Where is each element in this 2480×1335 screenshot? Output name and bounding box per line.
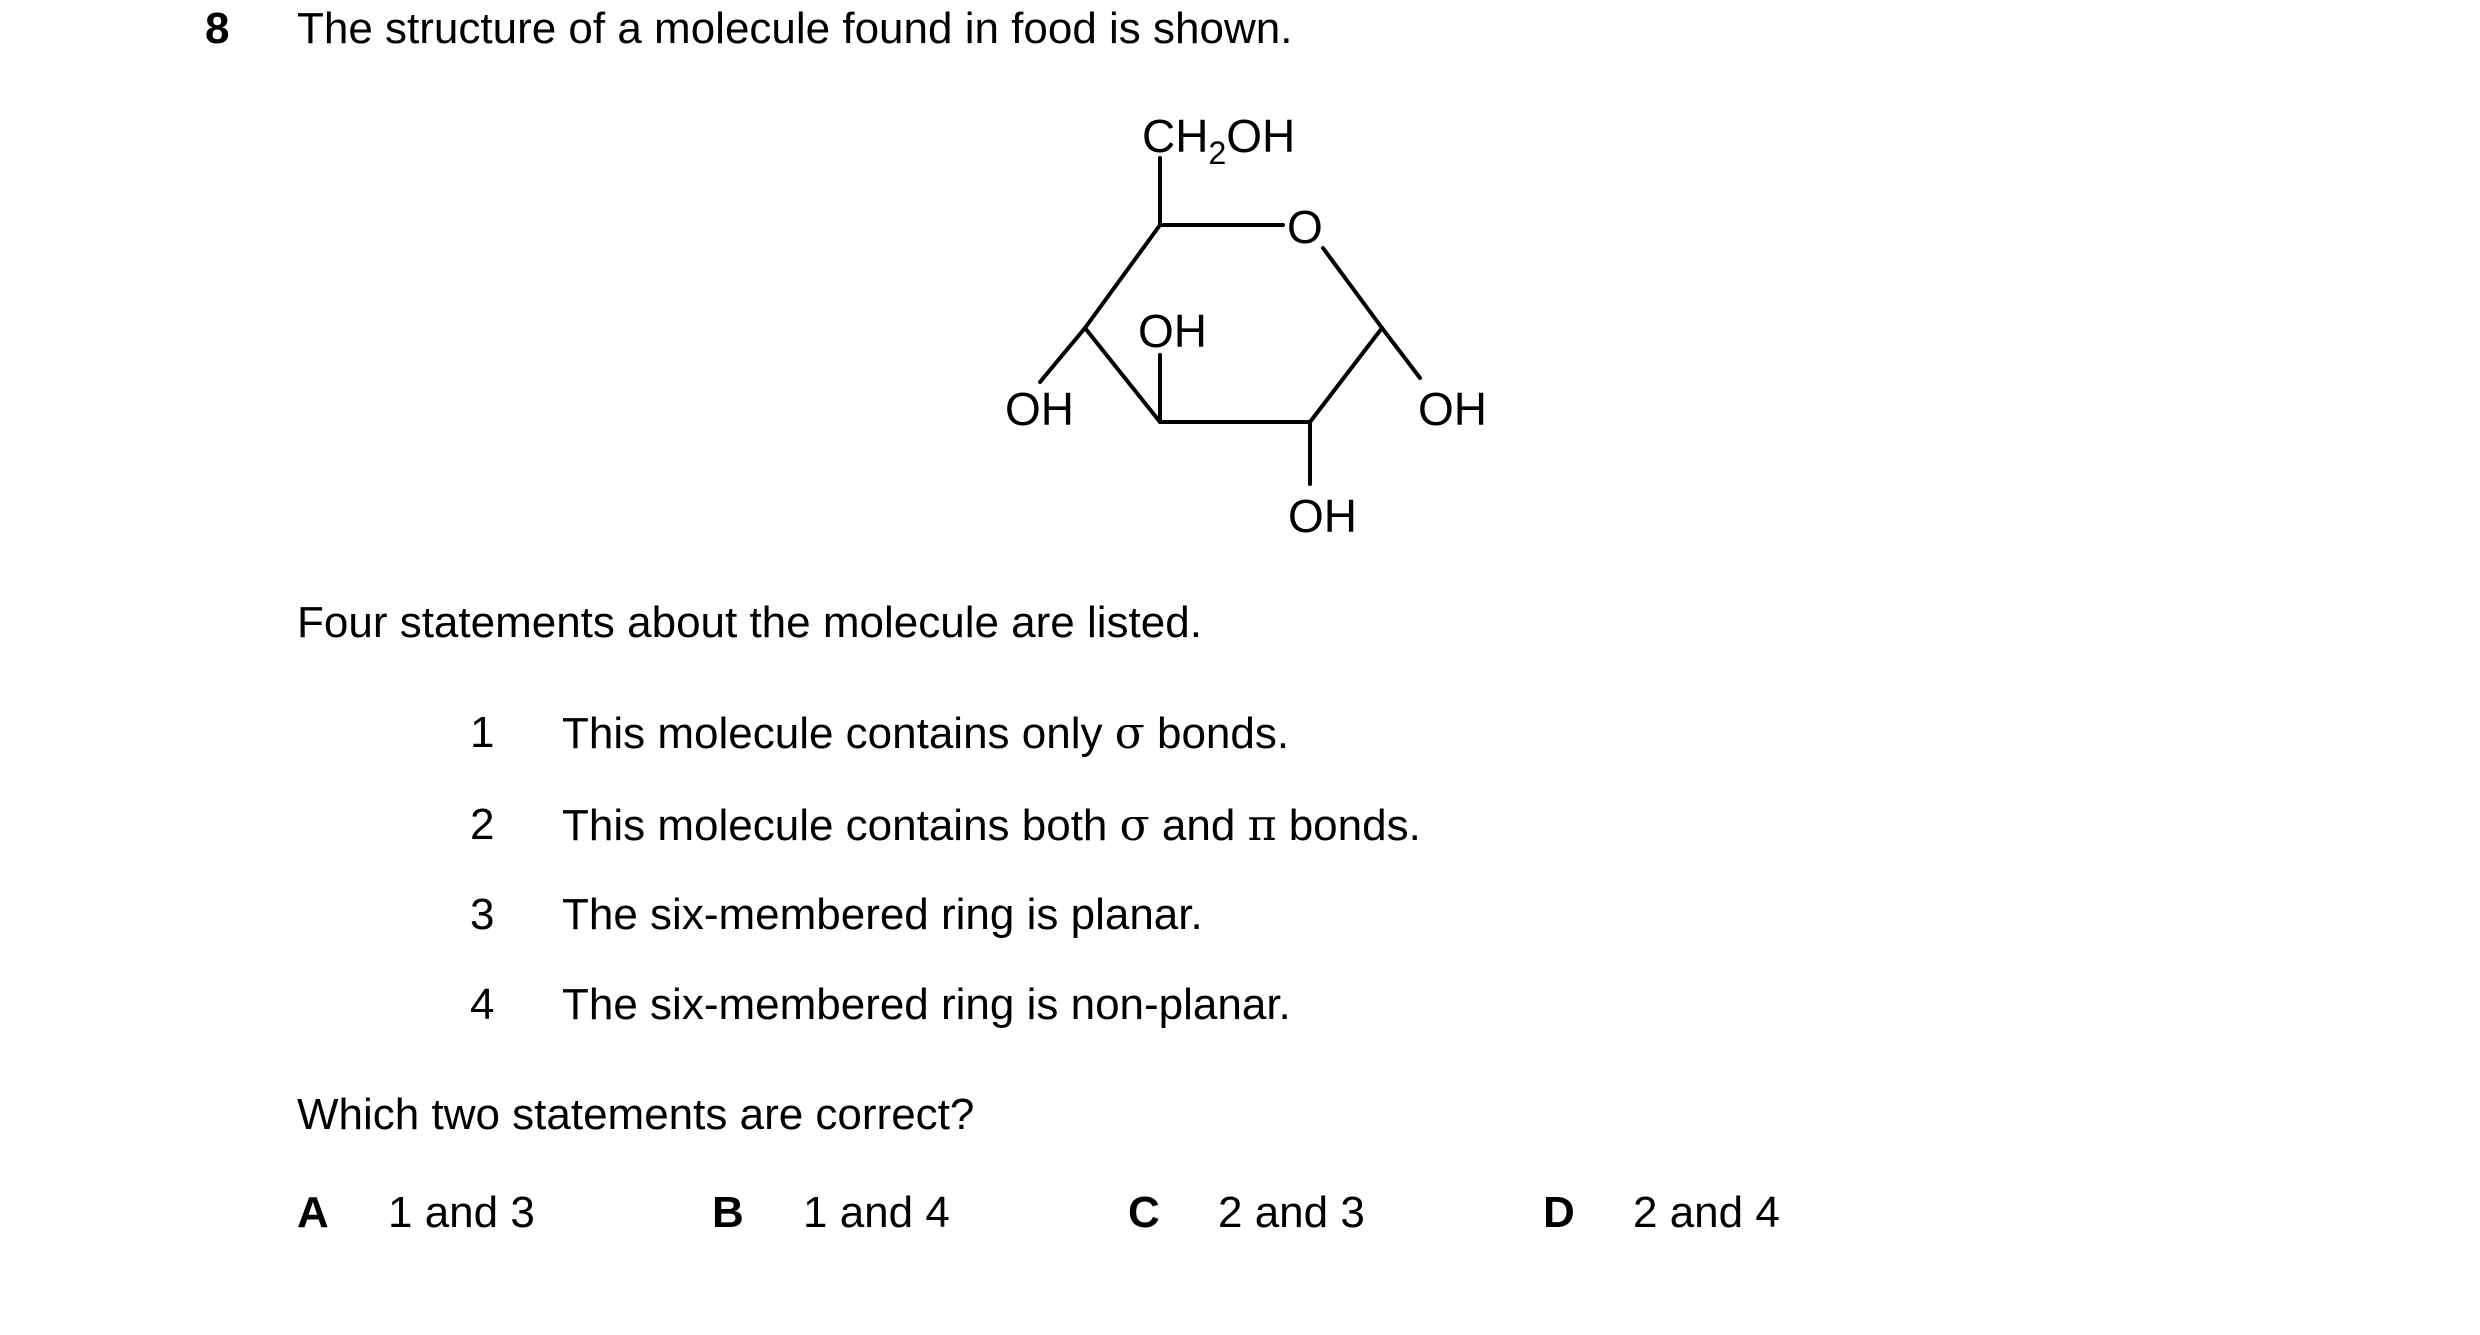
option-b-letter[interactable]: B bbox=[712, 1188, 744, 1237]
label-oh-c4: OH bbox=[1005, 383, 1074, 435]
label-oh-c3: OH bbox=[1138, 305, 1207, 357]
question-prompt: Which two statements are correct? bbox=[297, 1090, 975, 1139]
bond-c1-oh bbox=[1382, 328, 1420, 378]
label-ring-oxygen: O bbox=[1287, 201, 1323, 253]
option-d-text[interactable]: 2 and 4 bbox=[1633, 1188, 1780, 1237]
statement-4-number: 4 bbox=[470, 980, 495, 1029]
statement-2-number: 2 bbox=[470, 800, 495, 849]
statement-1-text: This molecule contains only σ bonds. bbox=[562, 708, 1290, 759]
pi-symbol: π bbox=[1247, 800, 1277, 851]
sigma-symbol: σ bbox=[1114, 708, 1145, 759]
question-stem: The structure of a molecule found in food is shown. bbox=[297, 4, 1293, 53]
statement-2-text: This molecule contains both σ and π bonds. bbox=[562, 800, 1421, 851]
option-d-letter[interactable]: D bbox=[1543, 1188, 1575, 1237]
statement-4-text: The six-membered ring is non-planar. bbox=[562, 980, 1291, 1029]
bond-o-c1 bbox=[1323, 248, 1382, 328]
statement-1-number: 1 bbox=[470, 708, 495, 757]
label-oh-c1: OH bbox=[1418, 383, 1487, 435]
option-c-letter[interactable]: C bbox=[1128, 1188, 1160, 1237]
option-a-letter[interactable]: A bbox=[297, 1188, 329, 1237]
option-a-text[interactable]: 1 and 3 bbox=[388, 1188, 535, 1237]
molecule-structure bbox=[0, 0, 2480, 580]
sigma-symbol: σ bbox=[1119, 800, 1150, 851]
bond-c1-c2 bbox=[1310, 328, 1382, 422]
bond-c4-oh bbox=[1040, 328, 1085, 382]
label-ch2oh: $CH_2OH$ bbox=[1142, 110, 1296, 171]
statement-3-text: The six-membered ring is planar. bbox=[562, 890, 1203, 939]
option-c-text[interactable]: 2 and 3 bbox=[1218, 1188, 1365, 1237]
question-number: 8 bbox=[205, 4, 230, 53]
statements-intro: Four statements about the molecule are listed. bbox=[297, 598, 1202, 647]
statement-3-number: 3 bbox=[470, 890, 495, 939]
option-b-text[interactable]: 1 and 4 bbox=[803, 1188, 950, 1237]
label-oh-c2: OH bbox=[1288, 490, 1357, 542]
